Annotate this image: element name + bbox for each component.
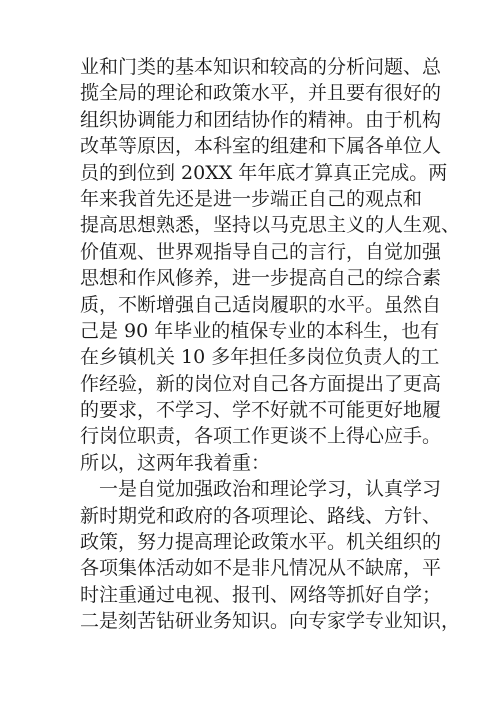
text-line: 提高思想熟悉，坚持以马克思主义的人生观、 <box>80 214 461 237</box>
text-line-indented: 一是自觉加强政治和理论学习，认真学习 <box>99 478 442 501</box>
text-line: 所以，这两年我着重： <box>80 451 271 474</box>
text-line: 质，不断增强自己适岗履职的水平。虽然自 <box>80 293 442 316</box>
text-line: 各项集体活动如不是非凡情况从不缺席，平 <box>80 557 442 580</box>
text-line: 政策，努力提高理论政策水平。机关组织的 <box>80 531 442 554</box>
text-line: 的要求，不学习、学不好就不可能更好地履 <box>80 399 442 422</box>
text-line: 改革等原因，本科室的组建和下属各单位人 <box>80 135 442 158</box>
text-line: 年来我首先还是进一步端正自己的观点和 <box>80 187 423 210</box>
text-line: 揽全局的理论和政策水平，并且要有很好的 <box>80 82 442 105</box>
text-line: 思想和作风修养，进一步提高自己的综合素 <box>80 267 442 290</box>
text-line: 在乡镇机关 10 多年担任多岗位负责人的工 <box>80 346 440 369</box>
text-line: 行岗位职责，各项工作更谈不上得心应手。 <box>80 425 442 448</box>
text-line: 作经验，新的岗位对自己各方面提出了更高 <box>80 372 442 395</box>
text-line: 组织协调能力和团结协作的精神。由于机构 <box>80 108 442 131</box>
text-line: 业和门类的基本知识和较高的分析问题、总 <box>80 56 442 78</box>
text-line: 新时期党和政府的各项理论、路线、方针、 <box>80 504 442 527</box>
text-line: 员的到位到 20XX 年年底才算真正完成。两 <box>80 161 448 184</box>
text-line: 己是 90 年毕业的植保专业的本科生，也有 <box>80 319 440 342</box>
text-line: 二是刻苦钻研业务知识。向专家学专业知识， <box>80 610 461 633</box>
body-text <box>80 54 461 635</box>
text-line: 时注重通过电视、报刊、网络等抓好自学； <box>80 583 442 606</box>
text-line: 价值观、世界观指导自己的言行，自觉加强 <box>80 240 442 263</box>
